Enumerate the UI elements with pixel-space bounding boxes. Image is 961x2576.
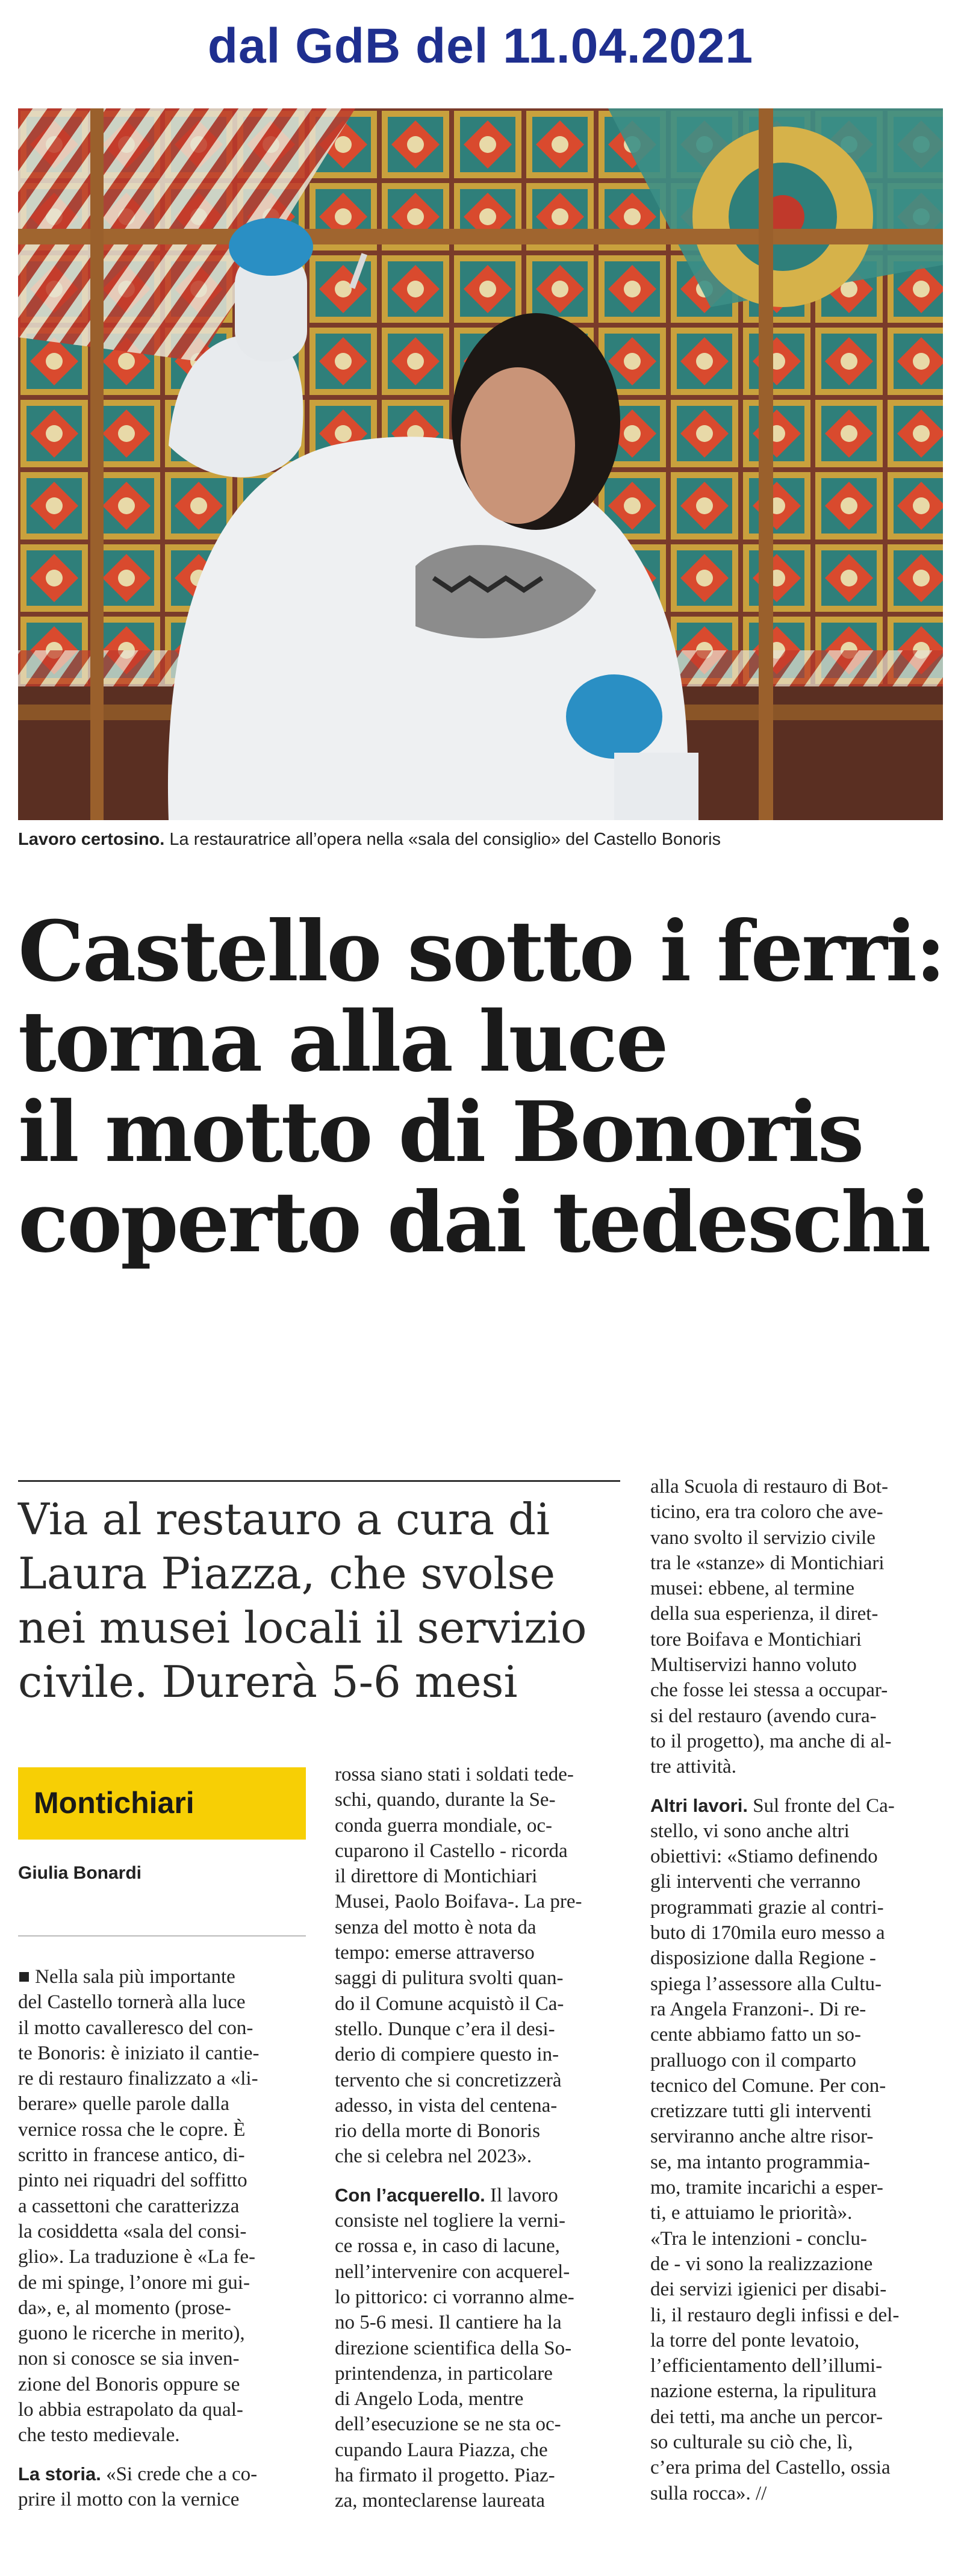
body-text-line: alla Scuola di restauro di Bot- [650, 1476, 888, 1498]
subhead-divider [18, 1480, 620, 1482]
body-text-line: a cassettoni che caratterizza [18, 2195, 240, 2217]
body-text-line: musei: ebbene, al termine [650, 1578, 855, 1600]
body-text-line: mo, tramite incarichi a esper- [650, 2177, 883, 2199]
headline-line: coperto dai tedeschi [18, 1173, 930, 1271]
restorer-photo-icon [18, 108, 943, 820]
photo-caption [18, 830, 943, 850]
body-text-line: sulla rocca». // [650, 2482, 767, 2504]
body-text-line [18, 2462, 306, 2487]
body-text-line: guono le ricerche in merito), [18, 2322, 245, 2345]
body-text-line: cretizzare tutti gli interventi [650, 2100, 872, 2123]
body-text-line: disposizione dalla Regione - [650, 1947, 876, 1970]
body-text-line: il motto cavalleresco del con- [18, 2017, 253, 2039]
body-text-line: gli interventi che verranno [650, 1871, 861, 1893]
body-text-line: ti, e attuiamo le priorità». [650, 2202, 853, 2224]
section-tag [18, 1767, 306, 1840]
body-text-line: berare» quelle parole dalla [18, 2093, 229, 2115]
headline [18, 902, 945, 1271]
body-text-line: zione del Bonoris oppure se [18, 2373, 240, 2395]
body-text-line: dei tetti, ma anche un percor- [650, 2406, 883, 2428]
body-text-line: rossa siano stati i soldati tede- [335, 1764, 574, 1785]
body-text-line [650, 1793, 943, 1818]
caption-text: La restauratrice all’opera nella «sala del consiglio» del Castello Bonoris [164, 830, 721, 849]
paragraph-gap [18, 2448, 306, 2462]
body-text: «Si crede che a co- [101, 2463, 258, 2485]
body-text-line: tempo: emerse attraverso [335, 1942, 535, 1964]
paragraph-lead: Con l’acquerello. [335, 2184, 485, 2206]
body-text-line: dei servizi igienici per disabi- [650, 2279, 887, 2301]
body-text-line: pinto nei riquadri del soffitto [18, 2170, 247, 2192]
masthead-date: dal GdB del 11.04.2021 [207, 19, 754, 73]
body-text-line: conda guerra mondiale, oc- [335, 1814, 553, 1837]
body-text-line: dell’esecuzione se ne sta oc- [335, 2413, 561, 2436]
body-text-line: obiettivi: «Stiamo definendo [650, 1846, 878, 1868]
body-text-line: della sua esperienza, il diret- [650, 1603, 879, 1625]
body-text-line: da», e, al momento (prose- [18, 2297, 231, 2319]
body-text-line: tra le «stanze» di Montichiari [650, 1552, 885, 1574]
body-text-line: rio della morte di Bonoris [335, 2120, 540, 2142]
article-column-2 [335, 1762, 623, 2514]
body-text-line: adesso, in vista del centena- [335, 2094, 558, 2117]
body-text-line: programmati grazie al contri- [650, 1896, 884, 1918]
body-text-line: del Castello tornerà alla luce [18, 1991, 246, 2014]
body-text-line: no 5-6 mesi. Il cantiere ha la [335, 2312, 562, 2334]
body-text-line: za, monteclarense laureata [335, 2490, 546, 2512]
body-text-line: che fosse lei stessa a occupar- [650, 1679, 888, 1702]
body-text-line: stello, vi sono anche altri [650, 1820, 850, 1842]
body-text-line: ticino, era tra coloro che ave- [650, 1501, 883, 1523]
body-text-line: buto di 170mila euro messo a [650, 1922, 885, 1944]
body-text-line: la torre del ponte levatoio, [650, 2329, 860, 2351]
body-text-line: derio di compiere questo in- [335, 2044, 559, 2066]
body-text-line: de mi spinge, l’onore mi gui- [18, 2271, 250, 2294]
body-text-line: serviranno anche altre risor- [650, 2126, 874, 2148]
body-text-line: re di restauro finalizzato a «li- [18, 2068, 258, 2090]
paragraph-lead: Altri lavori. [650, 1794, 748, 1816]
body-text-line: direzione scientifica della So- [335, 2337, 572, 2359]
author-byline: Giulia Bonardi [18, 1863, 142, 1883]
headline-line: torna alla luce [18, 992, 667, 1090]
body-text-line: lo abbia estrapolato da qual- [18, 2399, 243, 2421]
body-text-line: li, il restauro degli infissi e del- [650, 2304, 900, 2326]
body-text-line: si del restauro (avendo cura- [650, 1705, 877, 1727]
body-text-line: cupando Laura Piazza, che [335, 2439, 548, 2461]
body-text-line: tecnico del Comune. Per con- [650, 2074, 886, 2097]
subhead-line: civile. Durerà 5-6 mesi [18, 1657, 518, 1707]
body-text-line [335, 2183, 623, 2208]
body-text-line: ce rossa e, in caso di lacune, [335, 2235, 560, 2257]
body-text-line: che si celebra nel 2023». [335, 2145, 532, 2168]
body-text-line: printendenza, in particolare [335, 2362, 553, 2385]
body-text-line: Multiservizi hanno voluto [650, 1654, 857, 1676]
caption-lead: Lavoro certosino. [18, 830, 165, 849]
body-text-line: de - vi sono la realizzazione [650, 2253, 873, 2275]
body-text-line: se, ma intanto programmia- [650, 2151, 870, 2173]
article-column-1 [18, 1964, 306, 2512]
body-text-line: la cosiddetta «sala del consi- [18, 2220, 247, 2242]
headline-line: Castello sotto i ferri: [18, 902, 945, 1000]
body-text: Sul fronte del Ca- [747, 1794, 895, 1817]
body-text-line: cente abbiamo fatto un so- [650, 2024, 862, 2046]
body-text-line: Musei, Paolo Boifava-. La pre- [335, 1891, 582, 1913]
body-text-line: che testo medievale. [18, 2424, 180, 2447]
body-text-line: ra Angela Franzoni-. Di re- [650, 1998, 866, 2020]
body-text-line: prire il motto con la vernice [18, 2488, 240, 2510]
body-text-line: tore Boifava e Montichiari [650, 1628, 862, 1650]
article-column-3 [650, 1474, 943, 2506]
section-tag-label: Montichiari [34, 1786, 194, 1820]
body-text-line: ha firmato il progetto. Piaz- [335, 2465, 555, 2487]
subhead-line: Laura Piazza, che svolse [18, 1548, 556, 1599]
body-text-line: vano svolto il servizio civile [650, 1526, 875, 1549]
body-text-line: cuparono il Castello - ricorda [335, 1840, 568, 1862]
body-text-line: schi, quando, durante la Se- [335, 1789, 556, 1811]
body-text-line: saggi di pulitura svolti quan- [335, 1967, 564, 1990]
body-text-line: stello. Dunque c’era il desi- [335, 2018, 555, 2040]
body-text-line: do il Comune acquistò il Ca- [335, 1993, 564, 2015]
subheadline [18, 1492, 620, 1709]
byline-divider [18, 1935, 306, 1937]
body-text-line: pralluogo con il comparto [650, 2049, 856, 2071]
body-text: Il lavoro [485, 2184, 558, 2206]
body-text-line: vernice rossa che le copre. È [18, 2118, 246, 2141]
body-text-line: lo pittorico: ci vorranno alme- [335, 2286, 574, 2308]
body-text-line: l’efficientamento dell’illumi- [650, 2355, 883, 2377]
body-text-line: non si conosce se sia inven- [18, 2348, 240, 2370]
body-text-line: spiega l’assessore alla Cultu- [650, 1973, 882, 1995]
body-text-line: so culturale su ciò che, lì, [650, 2431, 853, 2453]
subhead-line: Via al restauro a cura di [18, 1494, 550, 1545]
body-text-line: ■ Nella sala più importante [18, 1966, 235, 1988]
body-text-line: scritto in francese antico, di- [18, 2144, 245, 2167]
body-text-line: di Angelo Loda, mentre [335, 2388, 524, 2410]
body-text-line: tre attività. [650, 1756, 736, 1778]
body-text-line: glio». La traduzione è «La fe- [18, 2246, 255, 2268]
body-text-line: c’era prima del Castello, ossia [650, 2457, 891, 2479]
body-text-line: consiste nel togliere la verni- [335, 2210, 566, 2232]
body-text-line: tervento che si concretizzerà [335, 2069, 562, 2091]
body-text-line: senza del motto è nota da [335, 1916, 536, 1938]
subhead-line: nei musei locali il servizio [18, 1602, 587, 1653]
paragraph-lead: La storia. [18, 2463, 101, 2484]
body-text-line: «Tra le intenzioni - conclu- [650, 2227, 867, 2250]
body-text-line: te Bonoris: è iniziato il cantie- [18, 2042, 260, 2064]
body-text-line: nazione esterna, la ripulitura [650, 2380, 877, 2403]
paragraph-gap [650, 1780, 943, 1793]
body-text-line: il direttore di Montichiari [335, 1865, 538, 1888]
paragraph-gap [335, 2170, 623, 2183]
body-text-line: to il progetto), ma anche di al- [650, 1730, 892, 1752]
headline-line: il motto di Bonoris [18, 1083, 863, 1181]
body-text-line: nell’intervenire con acquerel- [335, 2260, 570, 2283]
